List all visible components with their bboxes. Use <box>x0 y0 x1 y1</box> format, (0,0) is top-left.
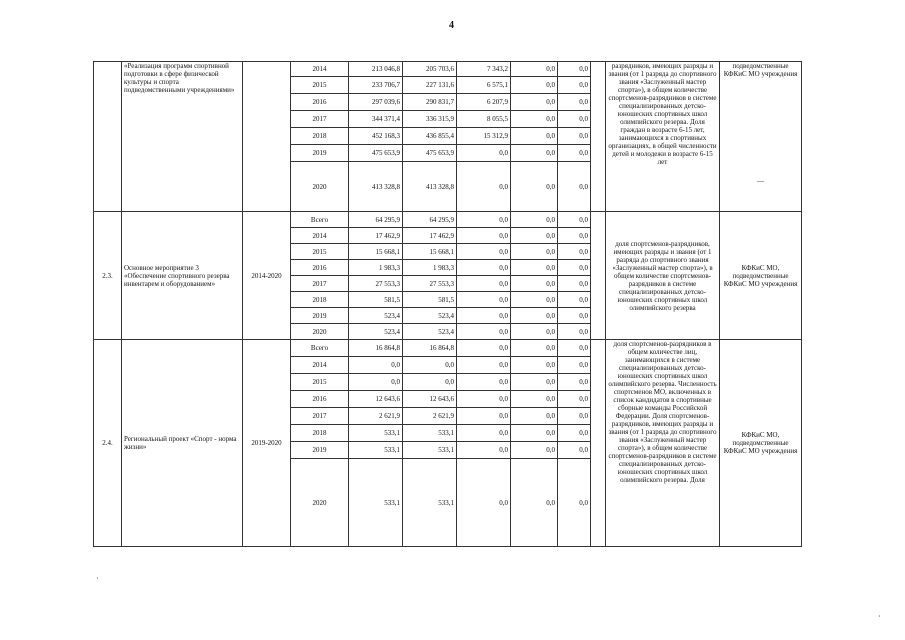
value-cell: 0,0 <box>457 276 511 292</box>
value-cell: 0,0 <box>558 111 591 128</box>
total-cell: 213 046,8 <box>349 62 403 77</box>
year-cell: 2020 <box>291 162 349 212</box>
value-cell: 0,0 <box>558 425 591 442</box>
value-cell: 0,0 <box>511 145 558 162</box>
value-cell: 0,0 <box>457 145 511 162</box>
value-cell: 413 328,8 <box>403 162 457 212</box>
value-cell: 0,0 <box>511 391 558 408</box>
value-cell: 0,0 <box>558 459 591 547</box>
value-cell: 6 575,1 <box>457 77 511 94</box>
value-cell: 0,0 <box>511 459 558 547</box>
value-cell: 0,0 <box>511 374 558 391</box>
value-cell: 0,0 <box>457 260 511 276</box>
value-cell: 0,0 <box>558 228 591 244</box>
value-cell: 0,0 <box>511 111 558 128</box>
total-cell: 413 328,8 <box>349 162 403 212</box>
value-cell: 0,0 <box>558 62 591 77</box>
value-cell: 0,0 <box>511 442 558 459</box>
value-cell: 533,1 <box>403 459 457 547</box>
value-cell: 0,0 <box>457 391 511 408</box>
event-name: Региональный проект «Спорт - норма жизни» <box>122 340 243 547</box>
value-cell: 581,5 <box>403 292 457 308</box>
value-cell: 0,0 <box>457 459 511 547</box>
year-cell: 2017 <box>291 408 349 425</box>
executor-text: подведомственные КФКиС МО учреждения <box>723 62 798 78</box>
value-cell: 533,1 <box>403 425 457 442</box>
value-cell: 0,0 <box>558 357 591 374</box>
table-row <box>94 212 802 228</box>
value-cell: 0,0 <box>558 212 591 228</box>
value-cell: 475 653,9 <box>403 145 457 162</box>
year-cell: 2016 <box>291 94 349 111</box>
total-cell: 15 668,1 <box>349 244 403 260</box>
year-cell: Всего <box>291 340 349 357</box>
total-cell: 16 864,8 <box>349 340 403 357</box>
year-cell: 2019 <box>291 308 349 324</box>
executor-cell <box>720 62 802 212</box>
year-cell: 2014 <box>291 62 349 77</box>
year-cell: 2019 <box>291 442 349 459</box>
value-cell: 0,0 <box>511 128 558 145</box>
program-table <box>93 61 802 547</box>
value-cell: 0,0 <box>511 408 558 425</box>
value-cell: 6 207,9 <box>457 94 511 111</box>
table-row <box>94 62 802 77</box>
value-cell: 64 295,9 <box>403 212 457 228</box>
year-cell: Всего <box>291 212 349 228</box>
year-cell: 2016 <box>291 391 349 408</box>
total-cell: 344 371,4 <box>349 111 403 128</box>
value-cell: 0,0 <box>558 391 591 408</box>
page-number: 4 <box>449 20 454 31</box>
value-cell: 8 055,5 <box>457 111 511 128</box>
value-cell: 336 315,9 <box>403 111 457 128</box>
indicator-cell: разрядников, имеющих разряды и звания (от 1 разряда до спортивного звания «Заслуженный мастер спорта»), в общем количестве спортсменов-разрядников в системе специализированных детско-юношеских спортивных школ олимпийского резерва. Доля граждан в возрасте 6-15 лет, занимающихся в спортивных организациях, в общей численности детей и молодежи в возрасте 6-15 лет <box>606 62 720 212</box>
value-cell: 0,0 <box>511 425 558 442</box>
value-cell: 0,0 <box>558 408 591 425</box>
year-cell: 2017 <box>291 111 349 128</box>
value-cell: 7 343,2 <box>457 62 511 77</box>
value-cell: 15 668,1 <box>403 244 457 260</box>
value-cell: 0,0 <box>511 324 558 340</box>
total-cell: 0,0 <box>349 374 403 391</box>
scan-speck: · <box>96 574 99 583</box>
year-cell: 2015 <box>291 374 349 391</box>
value-cell: 0,0 <box>511 276 558 292</box>
value-cell: 16 864,8 <box>403 340 457 357</box>
year-cell: 2020 <box>291 459 349 547</box>
value-cell: 0,0 <box>511 212 558 228</box>
year-cell: 2016 <box>291 260 349 276</box>
total-cell: 12 643,6 <box>349 391 403 408</box>
value-cell: 0,0 <box>558 260 591 276</box>
value-cell: 0,0 <box>558 308 591 324</box>
total-cell: 475 653,9 <box>349 145 403 162</box>
total-cell: 17 462,9 <box>349 228 403 244</box>
value-cell: 290 831,7 <box>403 94 457 111</box>
value-cell: 0,0 <box>457 374 511 391</box>
total-cell: 233 706,7 <box>349 77 403 94</box>
total-cell: 27 553,3 <box>349 276 403 292</box>
value-cell: 0,0 <box>403 374 457 391</box>
executor-cell: КФКиС МО, подведомственные КФКиС МО учреждения <box>720 340 802 547</box>
value-cell: 227 131,6 <box>403 77 457 94</box>
year-cell: 2018 <box>291 128 349 145</box>
value-cell: 0,0 <box>511 77 558 94</box>
value-cell: 0,0 <box>457 212 511 228</box>
value-cell: 0,0 <box>457 162 511 212</box>
value-cell: 0,0 <box>511 94 558 111</box>
year-cell: 2019 <box>291 145 349 162</box>
value-cell: 1 983,3 <box>403 260 457 276</box>
value-cell: 0,0 <box>511 228 558 244</box>
scan-speck: · <box>878 612 881 621</box>
value-cell: 0,0 <box>558 340 591 357</box>
row-number: 2.4. <box>94 340 122 547</box>
total-cell: 1 983,3 <box>349 260 403 276</box>
value-cell: 17 462,9 <box>403 228 457 244</box>
value-cell: 2 621,9 <box>403 408 457 425</box>
value-cell: 0,0 <box>511 260 558 276</box>
dash-mark: — <box>757 177 764 185</box>
value-cell: 0,0 <box>457 228 511 244</box>
total-cell: 0,0 <box>349 357 403 374</box>
value-cell: 205 703,6 <box>403 62 457 77</box>
value-cell: 0,0 <box>511 308 558 324</box>
indicator-cell: доля спортсменов-разрядников в общем количестве лиц, занимающихся в системе специализированных детско-юношеских спортивных школ олимпийского резерва. Численность спортсменов МО, включенных в список кандидатов в спортивные сборные команды Российской Федерации. Доля спортсменов-разрядников, имеющих разряды и звания (от 1 разряда до спортивного звания «Заслуженный мастер спорта»), в общем количестве спортсменов-разрядников в системе специализированных детско-юношеских спортивных школ олимпийского резерва. Доля <box>606 340 720 547</box>
value-cell: 0,0 <box>457 340 511 357</box>
year-cell: 2020 <box>291 324 349 340</box>
value-cell: 0,0 <box>558 324 591 340</box>
value-cell: 27 553,3 <box>403 276 457 292</box>
total-cell: 533,1 <box>349 442 403 459</box>
event-name: Основное мероприятие 3 «Обеспечение спортивного резерва инвентарем и оборудованием» <box>122 212 243 340</box>
value-cell: 0,0 <box>457 408 511 425</box>
row-number: 2.3. <box>94 212 122 340</box>
value-cell: 0,0 <box>558 128 591 145</box>
total-cell: 2 621,9 <box>349 408 403 425</box>
value-cell: 0,0 <box>511 357 558 374</box>
table-row <box>94 340 802 357</box>
value-cell: 0,0 <box>558 145 591 162</box>
value-cell: 0,0 <box>558 77 591 94</box>
total-cell: 523,4 <box>349 324 403 340</box>
value-cell: 0,0 <box>457 292 511 308</box>
value-cell: 0,0 <box>558 244 591 260</box>
total-cell: 533,1 <box>349 459 403 547</box>
value-cell: 0,0 <box>558 442 591 459</box>
value-cell: 0,0 <box>511 162 558 212</box>
year-cell: 2015 <box>291 77 349 94</box>
total-cell: 581,5 <box>349 292 403 308</box>
total-cell: 452 168,3 <box>349 128 403 145</box>
value-cell: 0,0 <box>558 276 591 292</box>
value-cell: 0,0 <box>457 442 511 459</box>
value-cell: 0,0 <box>558 374 591 391</box>
year-cell: 2014 <box>291 228 349 244</box>
value-cell: 0,0 <box>558 94 591 111</box>
executor-cell: КФКиС МО, подведомственные КФКиС МО учреждения <box>720 212 802 340</box>
year-cell: 2018 <box>291 292 349 308</box>
value-cell: 0,0 <box>457 308 511 324</box>
year-cell: 2018 <box>291 425 349 442</box>
total-cell: 297 039,6 <box>349 94 403 111</box>
value-cell: 523,4 <box>403 308 457 324</box>
value-cell: 0,0 <box>403 357 457 374</box>
value-cell: 436 855,4 <box>403 128 457 145</box>
indicator-cell: доля спортсменов-разрядников, имеющих разряды и звания (от 1 разряда до спортивного звания «Заслуженный мастер спорта»), в общем количестве спортсменов-разрядников в системе специализированных детско-юношеских спортивных школ олимпийского резерва <box>606 212 720 340</box>
period-cell: 2019-2020 <box>243 340 291 547</box>
value-cell: 0,0 <box>457 357 511 374</box>
value-cell: 523,4 <box>403 324 457 340</box>
value-cell: 12 643,6 <box>403 391 457 408</box>
year-cell: 2014 <box>291 357 349 374</box>
value-cell: 0,0 <box>558 292 591 308</box>
value-cell: 0,0 <box>511 292 558 308</box>
total-cell: 523,4 <box>349 308 403 324</box>
year-cell: 2017 <box>291 276 349 292</box>
total-cell: 64 295,9 <box>349 212 403 228</box>
value-cell: 0,0 <box>457 244 511 260</box>
value-cell: 0,0 <box>511 340 558 357</box>
value-cell: 0,0 <box>511 62 558 77</box>
value-cell: 0,0 <box>457 425 511 442</box>
year-cell: 2015 <box>291 244 349 260</box>
value-cell: 0,0 <box>558 162 591 212</box>
total-cell: 533,1 <box>349 425 403 442</box>
value-cell: 533,1 <box>403 442 457 459</box>
value-cell: 0,0 <box>511 244 558 260</box>
value-cell: 15 312,9 <box>457 128 511 145</box>
value-cell: 0,0 <box>457 324 511 340</box>
event-name: «Реализация программ спортивной подготовки в сфере физической культуры и спорта подведомственными учреждениями» <box>122 62 243 212</box>
period-cell: 2014-2020 <box>243 212 291 340</box>
